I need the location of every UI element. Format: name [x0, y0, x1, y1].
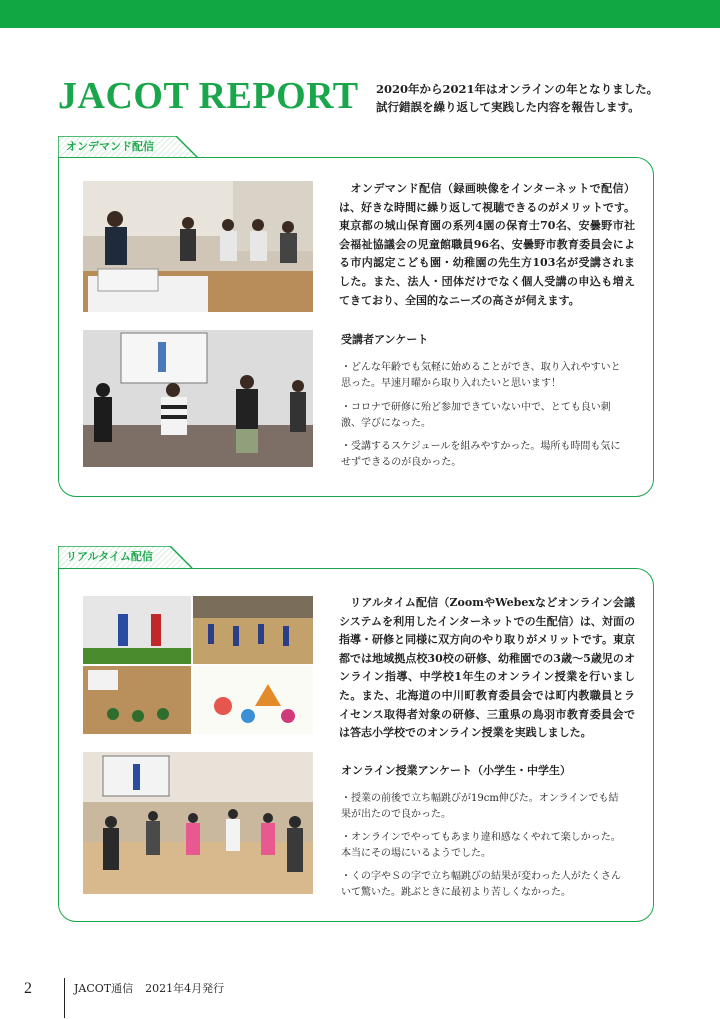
footer-divider — [64, 978, 65, 1018]
photo-classroom-seminar — [83, 181, 313, 312]
footer-publication-info — [74, 980, 224, 996]
photo-group-exercise — [83, 330, 313, 467]
section-tab-realtime — [58, 546, 198, 568]
report-title: JACOT REPORT — [58, 75, 359, 117]
intro-text — [376, 80, 676, 116]
realtime-survey-item: ・オンラインでやってもあまり違和感なくやれて楽しかった。本当にその場にいるようでした。 — [341, 832, 621, 859]
realtime-body: リアルタイム配信（ZoomやWebexなどオンライン会議システムを利用したインターネットでの生配信）は、対面の指導・研修と同様に双方向のやり取りがメリットです。東京都では地域拠点校30校の研修、幼稚園での3歳〜5歳児のオンライン指導、中学校1年生のオンライン授業を行いました。また、北海道の中川町教育委員会では町内教職員とライセンス取得者対象の研修、三重県の鳥羽市教育委員会では答志小学校でのオンライン授業を実践しました。 — [339, 596, 635, 740]
realtime-survey-title: オンライン授業アンケート（小学生・中学生） — [341, 764, 572, 777]
section-panel-realtime — [58, 568, 654, 922]
photo-children-exercise — [83, 752, 313, 894]
section-tab-label: リアルタイム配信 — [66, 550, 153, 563]
ondemand-body: オンデマンド配信（録画映像をインターネットで配信）は、好きな時間に繰り返して視聴できるのがメリットです。東京都の城山保育園の系列4園の保育士70名、安曇野市社会福祉協議会の児童館職員96名、安曇野市教育委員会による市内認定こども園・幼稚園の先生方103名が受講されました。また、法人・団体だけでなく個人受講の申込も増えてきており、全国的なニーズの高さが伺えます。 — [339, 182, 635, 307]
realtime-body-text — [339, 594, 635, 743]
section-panel-ondemand — [58, 157, 654, 497]
photo-collage-online-lessons — [83, 596, 313, 734]
top-color-bar — [0, 0, 720, 28]
intro-line-1: 2020年から2021年はオンラインの年となりました。 — [376, 82, 659, 96]
ondemand-body-text — [339, 180, 635, 310]
publication-name: JACOT通信 — [74, 982, 134, 995]
ondemand-survey-item: ・受講するスケジュールを組みやすかった。場所も時間も気にせずできるのが良かった。 — [341, 441, 621, 468]
page-number: 2 — [24, 980, 32, 997]
realtime-survey-item: ・くの字やＳの字で立ち幅跳びの結果が変わった人がたくさんいて驚いた。跳ぶときに最初より苦しくなかった。 — [341, 871, 621, 898]
ondemand-survey-title: 受講者アンケート — [341, 333, 429, 346]
realtime-survey-item: ・授業の前後で立ち幅跳びが19cm伸びた。オンラインでも結果が出たので良かった。 — [341, 793, 619, 820]
section-tab-ondemand — [58, 136, 198, 158]
intro-line-2: 試行錯誤を繰り返して実践した内容を報告します。 — [376, 100, 640, 114]
ondemand-survey-item: ・どんな年齢でも気軽に始めることができ、取り入れやすいと思った。早速月曜から取り入れたいと思います！ — [341, 362, 621, 389]
issue-date: 2021年4月発行 — [145, 982, 225, 995]
section-tab-label: オンデマンド配信 — [66, 140, 154, 153]
ondemand-survey-item: ・コロナで研修に殆ど参加できていない中で、とても良い刺激、学びになった。 — [341, 402, 611, 429]
